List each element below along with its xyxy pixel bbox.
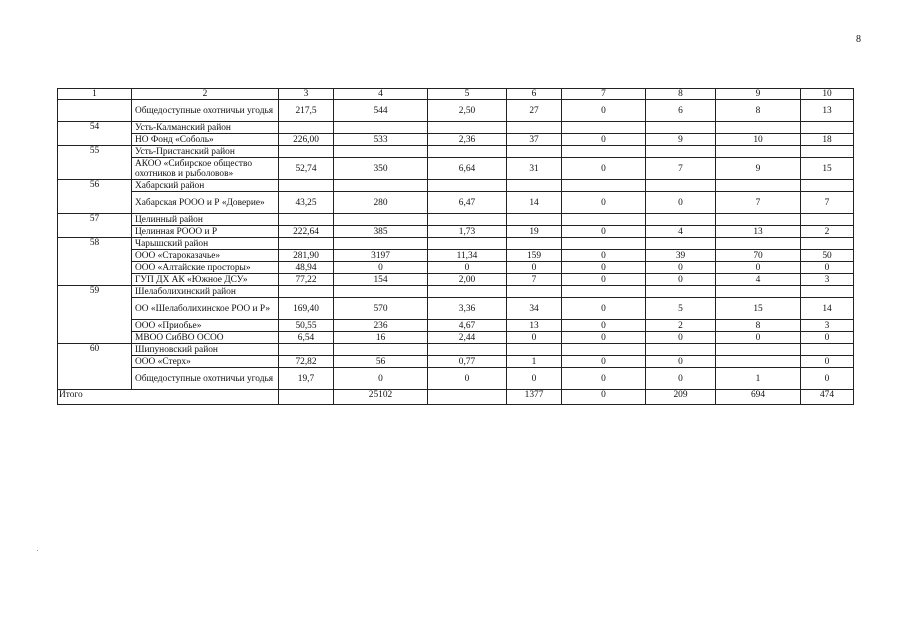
- value-cell: 2,36: [428, 134, 507, 146]
- value-cell: [562, 122, 646, 134]
- value-cell: 50,55: [279, 320, 334, 332]
- value-cell: 7: [716, 192, 801, 214]
- value-cell: 15: [801, 158, 854, 180]
- total-value-cell: [279, 390, 334, 405]
- value-cell: [801, 286, 854, 298]
- value-cell: 3: [801, 274, 854, 286]
- value-cell: 0: [507, 332, 562, 344]
- value-cell: [716, 286, 801, 298]
- total-value-cell: 209: [646, 390, 716, 405]
- total-row: [58, 390, 854, 405]
- value-cell: [507, 286, 562, 298]
- value-cell: [646, 286, 716, 298]
- value-cell: 7: [646, 158, 716, 180]
- value-cell: [562, 180, 646, 192]
- value-cell: 0: [801, 368, 854, 390]
- value-cell: [334, 146, 428, 158]
- value-cell: 10: [716, 134, 801, 146]
- value-cell: 280: [334, 192, 428, 214]
- value-cell: 0: [646, 274, 716, 286]
- value-cell: [507, 344, 562, 356]
- value-cell: 34: [507, 298, 562, 320]
- value-cell: 281,90: [279, 250, 334, 262]
- value-cell: 2: [801, 226, 854, 238]
- value-cell: 0: [562, 298, 646, 320]
- value-cell: 222,64: [279, 226, 334, 238]
- column-header: 1: [58, 89, 132, 100]
- value-cell: [716, 146, 801, 158]
- district-name: Хабарский район: [132, 180, 279, 192]
- total-label: Итого: [58, 390, 279, 405]
- value-cell: [428, 146, 507, 158]
- total-value-cell: 0: [562, 390, 646, 405]
- value-cell: 0: [562, 356, 646, 368]
- value-cell: [801, 238, 854, 250]
- value-cell: 39: [646, 250, 716, 262]
- value-cell: [279, 180, 334, 192]
- organization-name: Целинная РООО и Р: [132, 226, 279, 238]
- value-cell: 533: [334, 134, 428, 146]
- value-cell: 0: [428, 262, 507, 274]
- value-cell: 0: [562, 158, 646, 180]
- value-cell: 13: [507, 320, 562, 332]
- value-cell: [334, 214, 428, 226]
- value-cell: [646, 214, 716, 226]
- value-cell: 77,22: [279, 274, 334, 286]
- total-value-cell: 474: [801, 390, 854, 405]
- value-cell: [801, 146, 854, 158]
- value-cell: 14: [507, 192, 562, 214]
- value-cell: 0: [562, 226, 646, 238]
- value-cell: [334, 238, 428, 250]
- value-cell: [507, 146, 562, 158]
- value-cell: 0: [507, 262, 562, 274]
- entity-row: [58, 250, 854, 262]
- district-row: [58, 286, 854, 298]
- value-cell: 0: [646, 262, 716, 274]
- organization-name: НО Фонд «Соболь»: [132, 134, 279, 146]
- value-cell: [428, 238, 507, 250]
- value-cell: 37: [507, 134, 562, 146]
- total-value-cell: 694: [716, 390, 801, 405]
- row-number: 58: [58, 238, 132, 286]
- value-cell: 154: [334, 274, 428, 286]
- organization-name: ООО «Приобье»: [132, 320, 279, 332]
- district-name: Шелаболихинский район: [132, 286, 279, 298]
- value-cell: 570: [334, 298, 428, 320]
- value-cell: [562, 286, 646, 298]
- organization-name: ООО «Алтайские просторы»: [132, 262, 279, 274]
- value-cell: [716, 356, 801, 368]
- column-header: 4: [334, 89, 428, 100]
- value-cell: 9: [716, 158, 801, 180]
- value-cell: 236: [334, 320, 428, 332]
- value-cell: 0: [801, 332, 854, 344]
- value-cell: [646, 238, 716, 250]
- entity-row: [58, 298, 854, 320]
- district-name: Шипуновский район: [132, 344, 279, 356]
- value-cell: 56: [334, 356, 428, 368]
- value-cell: [801, 214, 854, 226]
- column-header: 9: [716, 89, 801, 100]
- value-cell: 1,73: [428, 226, 507, 238]
- column-header: 3: [279, 89, 334, 100]
- value-cell: [428, 180, 507, 192]
- value-cell: 19: [507, 226, 562, 238]
- entity-row: [58, 356, 854, 368]
- entity-row: [58, 262, 854, 274]
- district-row: [58, 238, 854, 250]
- value-cell: [507, 238, 562, 250]
- value-cell: 4: [646, 226, 716, 238]
- row-number: 54: [58, 122, 132, 146]
- value-cell: 0: [646, 368, 716, 390]
- value-cell: 0: [562, 134, 646, 146]
- value-cell: 6,64: [428, 158, 507, 180]
- column-header: 10: [801, 89, 854, 100]
- value-cell: [562, 146, 646, 158]
- value-cell: 350: [334, 158, 428, 180]
- value-cell: [646, 344, 716, 356]
- value-cell: 217,5: [279, 100, 334, 122]
- value-cell: 8: [716, 100, 801, 122]
- district-row: [58, 122, 854, 134]
- value-cell: [279, 146, 334, 158]
- entity-row: [58, 100, 854, 122]
- value-cell: 0: [562, 100, 646, 122]
- value-cell: 0: [562, 262, 646, 274]
- row-number: 59: [58, 286, 132, 344]
- value-cell: 2,00: [428, 274, 507, 286]
- value-cell: [716, 180, 801, 192]
- value-cell: [507, 122, 562, 134]
- value-cell: [279, 122, 334, 134]
- value-cell: 7: [507, 274, 562, 286]
- value-cell: 0: [646, 332, 716, 344]
- data-table: [57, 88, 854, 405]
- row-number: 55: [58, 146, 132, 180]
- value-cell: [646, 146, 716, 158]
- value-cell: [279, 286, 334, 298]
- row-number: 56: [58, 180, 132, 214]
- value-cell: 2,44: [428, 332, 507, 344]
- value-cell: 0: [562, 320, 646, 332]
- value-cell: 0: [801, 356, 854, 368]
- value-cell: [562, 238, 646, 250]
- value-cell: 43,25: [279, 192, 334, 214]
- value-cell: [428, 344, 507, 356]
- value-cell: 31: [507, 158, 562, 180]
- value-cell: 0: [562, 274, 646, 286]
- district-row: [58, 146, 854, 158]
- district-row: [58, 214, 854, 226]
- value-cell: 0: [646, 192, 716, 214]
- column-header: 6: [507, 89, 562, 100]
- value-cell: [279, 238, 334, 250]
- value-cell: 14: [801, 298, 854, 320]
- entity-row: [58, 226, 854, 238]
- value-cell: 2,50: [428, 100, 507, 122]
- column-header: 8: [646, 89, 716, 100]
- total-value-cell: [428, 390, 507, 405]
- header-row: [58, 89, 854, 100]
- scan-dot: [37, 550, 38, 551]
- organization-name: Общедоступные охотничьи угодья: [132, 368, 279, 390]
- page-number: 8: [856, 34, 861, 45]
- entity-row: [58, 158, 854, 180]
- value-cell: 5: [646, 298, 716, 320]
- value-cell: 13: [716, 226, 801, 238]
- value-cell: 0: [716, 262, 801, 274]
- value-cell: 6,54: [279, 332, 334, 344]
- value-cell: 48,94: [279, 262, 334, 274]
- value-cell: 8: [716, 320, 801, 332]
- entity-row: [58, 274, 854, 286]
- value-cell: [428, 286, 507, 298]
- district-row: [58, 344, 854, 356]
- value-cell: 15: [716, 298, 801, 320]
- district-name: Чарышский район: [132, 238, 279, 250]
- value-cell: 16: [334, 332, 428, 344]
- entity-row: [58, 320, 854, 332]
- value-cell: 0,77: [428, 356, 507, 368]
- value-cell: [279, 344, 334, 356]
- entity-row: [58, 134, 854, 146]
- value-cell: [562, 214, 646, 226]
- organization-name: ОО «Шелаболихинское РОО и Р»: [132, 298, 279, 320]
- value-cell: [716, 344, 801, 356]
- value-cell: 4: [716, 274, 801, 286]
- value-cell: 3,36: [428, 298, 507, 320]
- value-cell: [646, 122, 716, 134]
- row-number: [58, 100, 132, 122]
- total-value-cell: 25102: [334, 390, 428, 405]
- value-cell: 7: [801, 192, 854, 214]
- value-cell: [507, 214, 562, 226]
- value-cell: 0: [562, 368, 646, 390]
- value-cell: 4,67: [428, 320, 507, 332]
- table-body: [58, 89, 854, 405]
- value-cell: 3: [801, 320, 854, 332]
- value-cell: [716, 122, 801, 134]
- value-cell: 6,47: [428, 192, 507, 214]
- value-cell: [279, 214, 334, 226]
- value-cell: [716, 214, 801, 226]
- value-cell: 0: [562, 250, 646, 262]
- value-cell: 13: [801, 100, 854, 122]
- value-cell: 544: [334, 100, 428, 122]
- value-cell: 50: [801, 250, 854, 262]
- value-cell: 0: [646, 356, 716, 368]
- entity-row: [58, 192, 854, 214]
- row-number: 60: [58, 344, 132, 390]
- value-cell: [334, 286, 428, 298]
- organization-name: Хабарская РООО и Р «Доверие»: [132, 192, 279, 214]
- organization-name: АКОО «Сибирское общество охотников и рыболовов»: [132, 158, 279, 180]
- value-cell: 0: [334, 368, 428, 390]
- value-cell: 72,82: [279, 356, 334, 368]
- total-value-cell: 1377: [507, 390, 562, 405]
- value-cell: [507, 180, 562, 192]
- value-cell: 70: [716, 250, 801, 262]
- value-cell: [334, 180, 428, 192]
- value-cell: 0: [801, 262, 854, 274]
- value-cell: 2: [646, 320, 716, 332]
- value-cell: [428, 122, 507, 134]
- value-cell: 0: [428, 368, 507, 390]
- value-cell: 19,7: [279, 368, 334, 390]
- value-cell: 169,40: [279, 298, 334, 320]
- value-cell: 385: [334, 226, 428, 238]
- value-cell: [801, 180, 854, 192]
- district-row: [58, 180, 854, 192]
- value-cell: 52,74: [279, 158, 334, 180]
- column-header: 5: [428, 89, 507, 100]
- value-cell: 159: [507, 250, 562, 262]
- organization-name: ООО «Стерх»: [132, 356, 279, 368]
- value-cell: [334, 122, 428, 134]
- value-cell: 226,00: [279, 134, 334, 146]
- organization-name: ГУП ДХ АК «Южное ДСУ»: [132, 274, 279, 286]
- value-cell: [801, 344, 854, 356]
- entity-row: [58, 368, 854, 390]
- value-cell: [428, 214, 507, 226]
- column-header: 7: [562, 89, 646, 100]
- organization-name: ООО «Староказачье»: [132, 250, 279, 262]
- value-cell: 1: [716, 368, 801, 390]
- value-cell: 0: [562, 332, 646, 344]
- value-cell: 0: [334, 262, 428, 274]
- value-cell: [562, 344, 646, 356]
- value-cell: 0: [562, 192, 646, 214]
- value-cell: 11,34: [428, 250, 507, 262]
- organization-name: МВОО СибВО ОСОО: [132, 332, 279, 344]
- district-name: Усть-Калманский район: [132, 122, 279, 134]
- value-cell: [334, 344, 428, 356]
- value-cell: 3197: [334, 250, 428, 262]
- district-name: Целинный район: [132, 214, 279, 226]
- value-cell: [801, 122, 854, 134]
- value-cell: 18: [801, 134, 854, 146]
- value-cell: 1: [507, 356, 562, 368]
- value-cell: [646, 180, 716, 192]
- value-cell: 27: [507, 100, 562, 122]
- district-name: Усть-Пристанский район: [132, 146, 279, 158]
- organization-name: Общедоступные охотничьи угодья: [132, 100, 279, 122]
- entity-row: [58, 332, 854, 344]
- value-cell: 6: [646, 100, 716, 122]
- value-cell: 0: [507, 368, 562, 390]
- value-cell: 9: [646, 134, 716, 146]
- value-cell: 0: [716, 332, 801, 344]
- value-cell: [716, 238, 801, 250]
- column-header: 2: [132, 89, 279, 100]
- row-number: 57: [58, 214, 132, 238]
